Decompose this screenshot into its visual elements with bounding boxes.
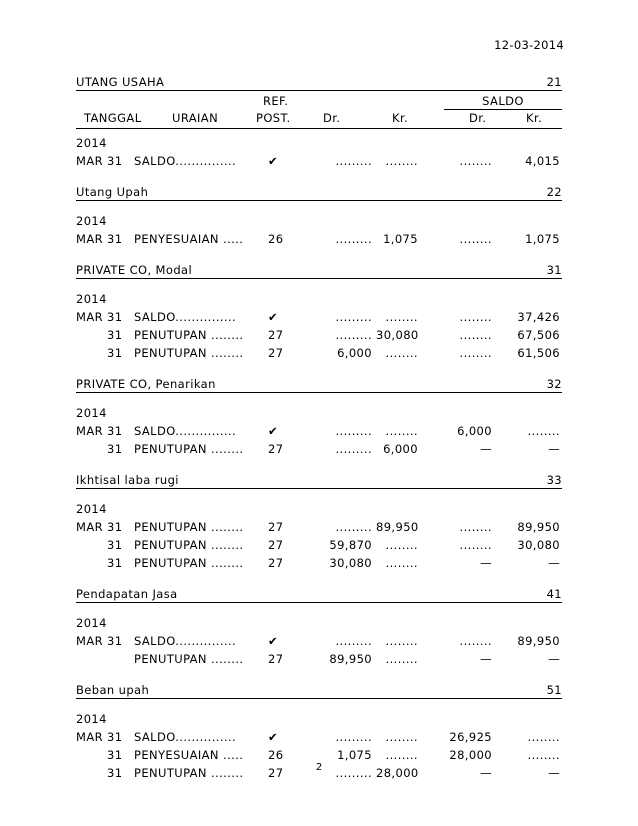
day-cell: 31	[107, 520, 123, 534]
column-header-top	[76, 94, 562, 110]
credit-cell: ........	[385, 556, 418, 570]
entry-year: 2014	[76, 292, 107, 306]
saldo-credit-cell: 4,015	[525, 154, 560, 168]
ref-cell: ✔	[268, 730, 279, 744]
saldo-credit-cell: —	[548, 652, 560, 666]
ref-cell: 27	[268, 442, 284, 456]
ref-cell: ✔	[268, 424, 279, 438]
credit-cell: ........	[385, 154, 418, 168]
saldo-debit-cell: ........	[459, 328, 492, 342]
debit-cell: .........	[335, 154, 372, 168]
ref-cell: 27	[268, 766, 284, 780]
account-header	[76, 74, 562, 91]
table-row	[76, 422, 562, 440]
debit-cell: .........	[335, 232, 372, 246]
description-text: PENUTUPAN	[134, 328, 207, 342]
saldo-credit-cell: ........	[527, 748, 560, 762]
ledger-section	[76, 586, 562, 668]
credit-cell: ........	[385, 748, 418, 762]
saldo-debit-cell: ........	[459, 520, 492, 534]
saldo-debit-cell: —	[480, 766, 492, 780]
table-row	[76, 344, 562, 362]
dr-header: Dr.	[323, 111, 341, 125]
saldo-credit-cell: 1,075	[525, 232, 560, 246]
day-cell: 31	[107, 346, 123, 360]
account-number: 21	[546, 75, 562, 89]
entries	[76, 405, 562, 458]
tanggal-header: TANGGAL	[84, 111, 142, 125]
ref-header: REF.	[263, 94, 289, 108]
table-row	[76, 518, 562, 536]
account-header	[76, 376, 562, 393]
saldo-header: SALDO	[444, 94, 562, 110]
credit-cell: ........	[385, 346, 418, 360]
saldo-debit-cell: —	[480, 652, 492, 666]
account-number: 31	[546, 263, 562, 277]
page-number: 2	[315, 762, 323, 773]
description-text: SALDO	[134, 310, 176, 324]
debit-cell: .........	[335, 310, 372, 324]
month-cell: MAR	[76, 634, 103, 648]
dot-leader: ........	[206, 520, 244, 534]
saldo-credit-cell: —	[548, 766, 560, 780]
ref-cell: 27	[268, 328, 284, 342]
dot-leader: ...............	[175, 154, 237, 168]
saldo-kr-header: Kr.	[526, 111, 543, 125]
debit-cell: .........	[335, 766, 372, 780]
entry-year: 2014	[76, 406, 107, 420]
saldo-debit-cell: —	[480, 442, 492, 456]
credit-cell: ........	[385, 634, 418, 648]
ledger-section	[76, 74, 562, 170]
entry-year: 2014	[76, 214, 107, 228]
account-number: 51	[546, 683, 562, 697]
day-cell: 31	[107, 766, 123, 780]
credit-cell: 28,000	[376, 766, 419, 780]
ledger-section	[76, 184, 562, 248]
table-row	[76, 152, 562, 170]
account-header	[76, 184, 562, 201]
entries	[76, 291, 562, 362]
ref-cell: 27	[268, 346, 284, 360]
account-number: 33	[546, 473, 562, 487]
description-text: PENUTUPAN	[134, 556, 207, 570]
description-text: PENUTUPAN	[134, 652, 207, 666]
debit-cell: 59,870	[329, 538, 372, 552]
account-name: Utang Upah	[76, 185, 149, 199]
dot-leader: ...............	[175, 634, 237, 648]
uraian-header: URAIAN	[172, 111, 219, 125]
day-cell: 31	[107, 748, 123, 762]
description-cell	[134, 650, 252, 668]
saldo-debit-cell: ........	[459, 232, 492, 246]
day-cell: 31	[107, 232, 123, 246]
account-number: 32	[546, 377, 562, 391]
day-cell: 31	[107, 310, 123, 324]
dot-leader: ........	[206, 556, 244, 570]
account-header	[76, 586, 562, 603]
debit-cell: .........	[335, 328, 372, 342]
account-header	[76, 262, 562, 279]
description-cell	[134, 632, 252, 650]
credit-cell: 6,000	[383, 442, 418, 456]
description-cell	[134, 152, 252, 170]
column-header-bottom	[76, 110, 562, 129]
description-cell	[134, 422, 252, 440]
ref-cell: ✔	[268, 154, 279, 168]
month-cell: MAR	[76, 232, 103, 246]
ledger-section	[76, 472, 562, 572]
saldo-credit-cell: —	[548, 556, 560, 570]
description-cell	[134, 536, 252, 554]
dot-leader: ...............	[175, 310, 237, 324]
account-name: PRIVATE CO, Modal	[76, 263, 193, 277]
account-number: 22	[546, 185, 562, 199]
entries	[76, 501, 562, 572]
description-text: PENUTUPAN	[134, 442, 207, 456]
account-header	[76, 682, 562, 699]
saldo-credit-cell: ........	[527, 730, 560, 744]
ref-cell: 27	[268, 556, 284, 570]
entries	[76, 135, 562, 170]
description-text: SALDO	[134, 154, 176, 168]
table-row	[76, 554, 562, 572]
saldo-debit-cell: ........	[459, 346, 492, 360]
ref-cell: 27	[268, 652, 284, 666]
credit-cell: ........	[385, 538, 418, 552]
saldo-debit-cell: ........	[459, 538, 492, 552]
description-text: SALDO	[134, 424, 176, 438]
description-cell	[134, 554, 252, 572]
credit-cell: 30,080	[376, 328, 419, 342]
ledger-section	[76, 262, 562, 362]
document-date: 12-03-2014	[494, 38, 564, 52]
day-cell: 31	[107, 730, 123, 744]
saldo-credit-cell: 89,950	[517, 520, 560, 534]
saldo-credit-cell: 67,506	[517, 328, 560, 342]
dot-leader: .....	[218, 748, 244, 762]
debit-cell: 30,080	[329, 556, 372, 570]
ref-cell: 27	[268, 538, 284, 552]
account-header	[76, 472, 562, 489]
saldo-debit-cell: —	[480, 556, 492, 570]
entry-year: 2014	[76, 616, 107, 630]
description-text: PENUTUPAN	[134, 346, 207, 360]
dot-leader: ........	[206, 346, 244, 360]
saldo-debit-cell: ........	[459, 634, 492, 648]
account-name: Pendapatan Jasa	[76, 587, 178, 601]
month-cell: MAR	[76, 730, 103, 744]
kr-header: Kr.	[392, 111, 409, 125]
dot-leader: ........	[206, 538, 244, 552]
day-cell: 31	[107, 556, 123, 570]
saldo-credit-cell: ........	[527, 424, 560, 438]
table-row	[76, 728, 562, 746]
saldo-debit-cell: ........	[459, 310, 492, 324]
ref-cell: 26	[268, 748, 284, 762]
table-row	[76, 440, 562, 458]
saldo-credit-cell: 30,080	[517, 538, 560, 552]
credit-cell: ........	[385, 310, 418, 324]
day-cell: 31	[107, 634, 123, 648]
account-name: UTANG USAHA	[76, 75, 165, 89]
dot-leader: ........	[206, 328, 244, 342]
credit-cell: ........	[385, 424, 418, 438]
debit-cell: 89,950	[329, 652, 372, 666]
ledger	[76, 74, 562, 782]
description-text: PENUTUPAN	[134, 538, 207, 552]
month-cell: MAR	[76, 310, 103, 324]
description-cell	[134, 728, 252, 746]
debit-cell: 1,075	[337, 748, 372, 762]
dot-leader: ...............	[175, 730, 237, 744]
entries	[76, 213, 562, 248]
entry-year: 2014	[76, 712, 107, 726]
debit-cell: .........	[335, 424, 372, 438]
day-cell: 31	[107, 328, 123, 342]
table-row	[76, 308, 562, 326]
credit-cell: ........	[385, 652, 418, 666]
saldo-dr-header: Dr.	[469, 111, 487, 125]
credit-cell: 1,075	[383, 232, 418, 246]
description-text: PENUTUPAN	[134, 766, 207, 780]
month-cell: MAR	[76, 154, 103, 168]
entry-year: 2014	[76, 136, 107, 150]
saldo-debit-cell: 26,925	[449, 730, 492, 744]
ref-cell: 26	[268, 232, 284, 246]
account-name: Ikhtisal laba rugi	[76, 473, 179, 487]
table-row	[76, 632, 562, 650]
post-header: POST.	[256, 111, 291, 125]
table-row	[76, 230, 562, 248]
saldo-credit-cell: 61,506	[517, 346, 560, 360]
debit-cell: .........	[335, 520, 372, 534]
account-name: Beban upah	[76, 683, 150, 697]
ledger-section	[76, 376, 562, 458]
account-name: PRIVATE CO, Penarikan	[76, 377, 216, 391]
day-cell: 31	[107, 154, 123, 168]
description-cell	[134, 308, 252, 326]
dot-leader: ...............	[175, 424, 237, 438]
saldo-debit-cell: ........	[459, 154, 492, 168]
entry-year: 2014	[76, 502, 107, 516]
table-row	[76, 650, 562, 668]
month-cell: MAR	[76, 424, 103, 438]
debit-cell: .........	[335, 634, 372, 648]
saldo-credit-cell: 37,426	[517, 310, 560, 324]
description-cell	[134, 344, 252, 362]
table-row	[76, 536, 562, 554]
dot-leader: ........	[206, 442, 244, 456]
day-cell: 31	[107, 538, 123, 552]
description-cell	[134, 230, 252, 248]
dot-leader: .....	[218, 232, 244, 246]
day-cell: 31	[107, 442, 123, 456]
debit-cell: .........	[335, 442, 372, 456]
ref-cell: 27	[268, 520, 284, 534]
saldo-credit-cell: 89,950	[517, 634, 560, 648]
description-text: SALDO	[134, 634, 176, 648]
ref-cell: ✔	[268, 310, 279, 324]
saldo-credit-cell: —	[548, 442, 560, 456]
credit-cell: ........	[385, 730, 418, 744]
description-text: PENUTUPAN	[134, 520, 207, 534]
account-number: 41	[546, 587, 562, 601]
saldo-debit-cell: 6,000	[457, 424, 492, 438]
description-text: PENYESUAIAN	[134, 748, 219, 762]
dot-leader: ........	[206, 652, 244, 666]
description-cell	[134, 518, 252, 536]
debit-cell: 6,000	[337, 346, 372, 360]
ref-cell: ✔	[268, 634, 279, 648]
month-cell: MAR	[76, 520, 103, 534]
description-text: SALDO	[134, 730, 176, 744]
dot-leader: ........	[206, 766, 244, 780]
description-text: PENYESUAIAN	[134, 232, 219, 246]
day-cell: 31	[107, 424, 123, 438]
description-cell	[134, 440, 252, 458]
debit-cell: .........	[335, 730, 372, 744]
table-row	[76, 326, 562, 344]
credit-cell: 89,950	[376, 520, 419, 534]
entries	[76, 615, 562, 668]
description-cell	[134, 326, 252, 344]
saldo-debit-cell: 28,000	[449, 748, 492, 762]
